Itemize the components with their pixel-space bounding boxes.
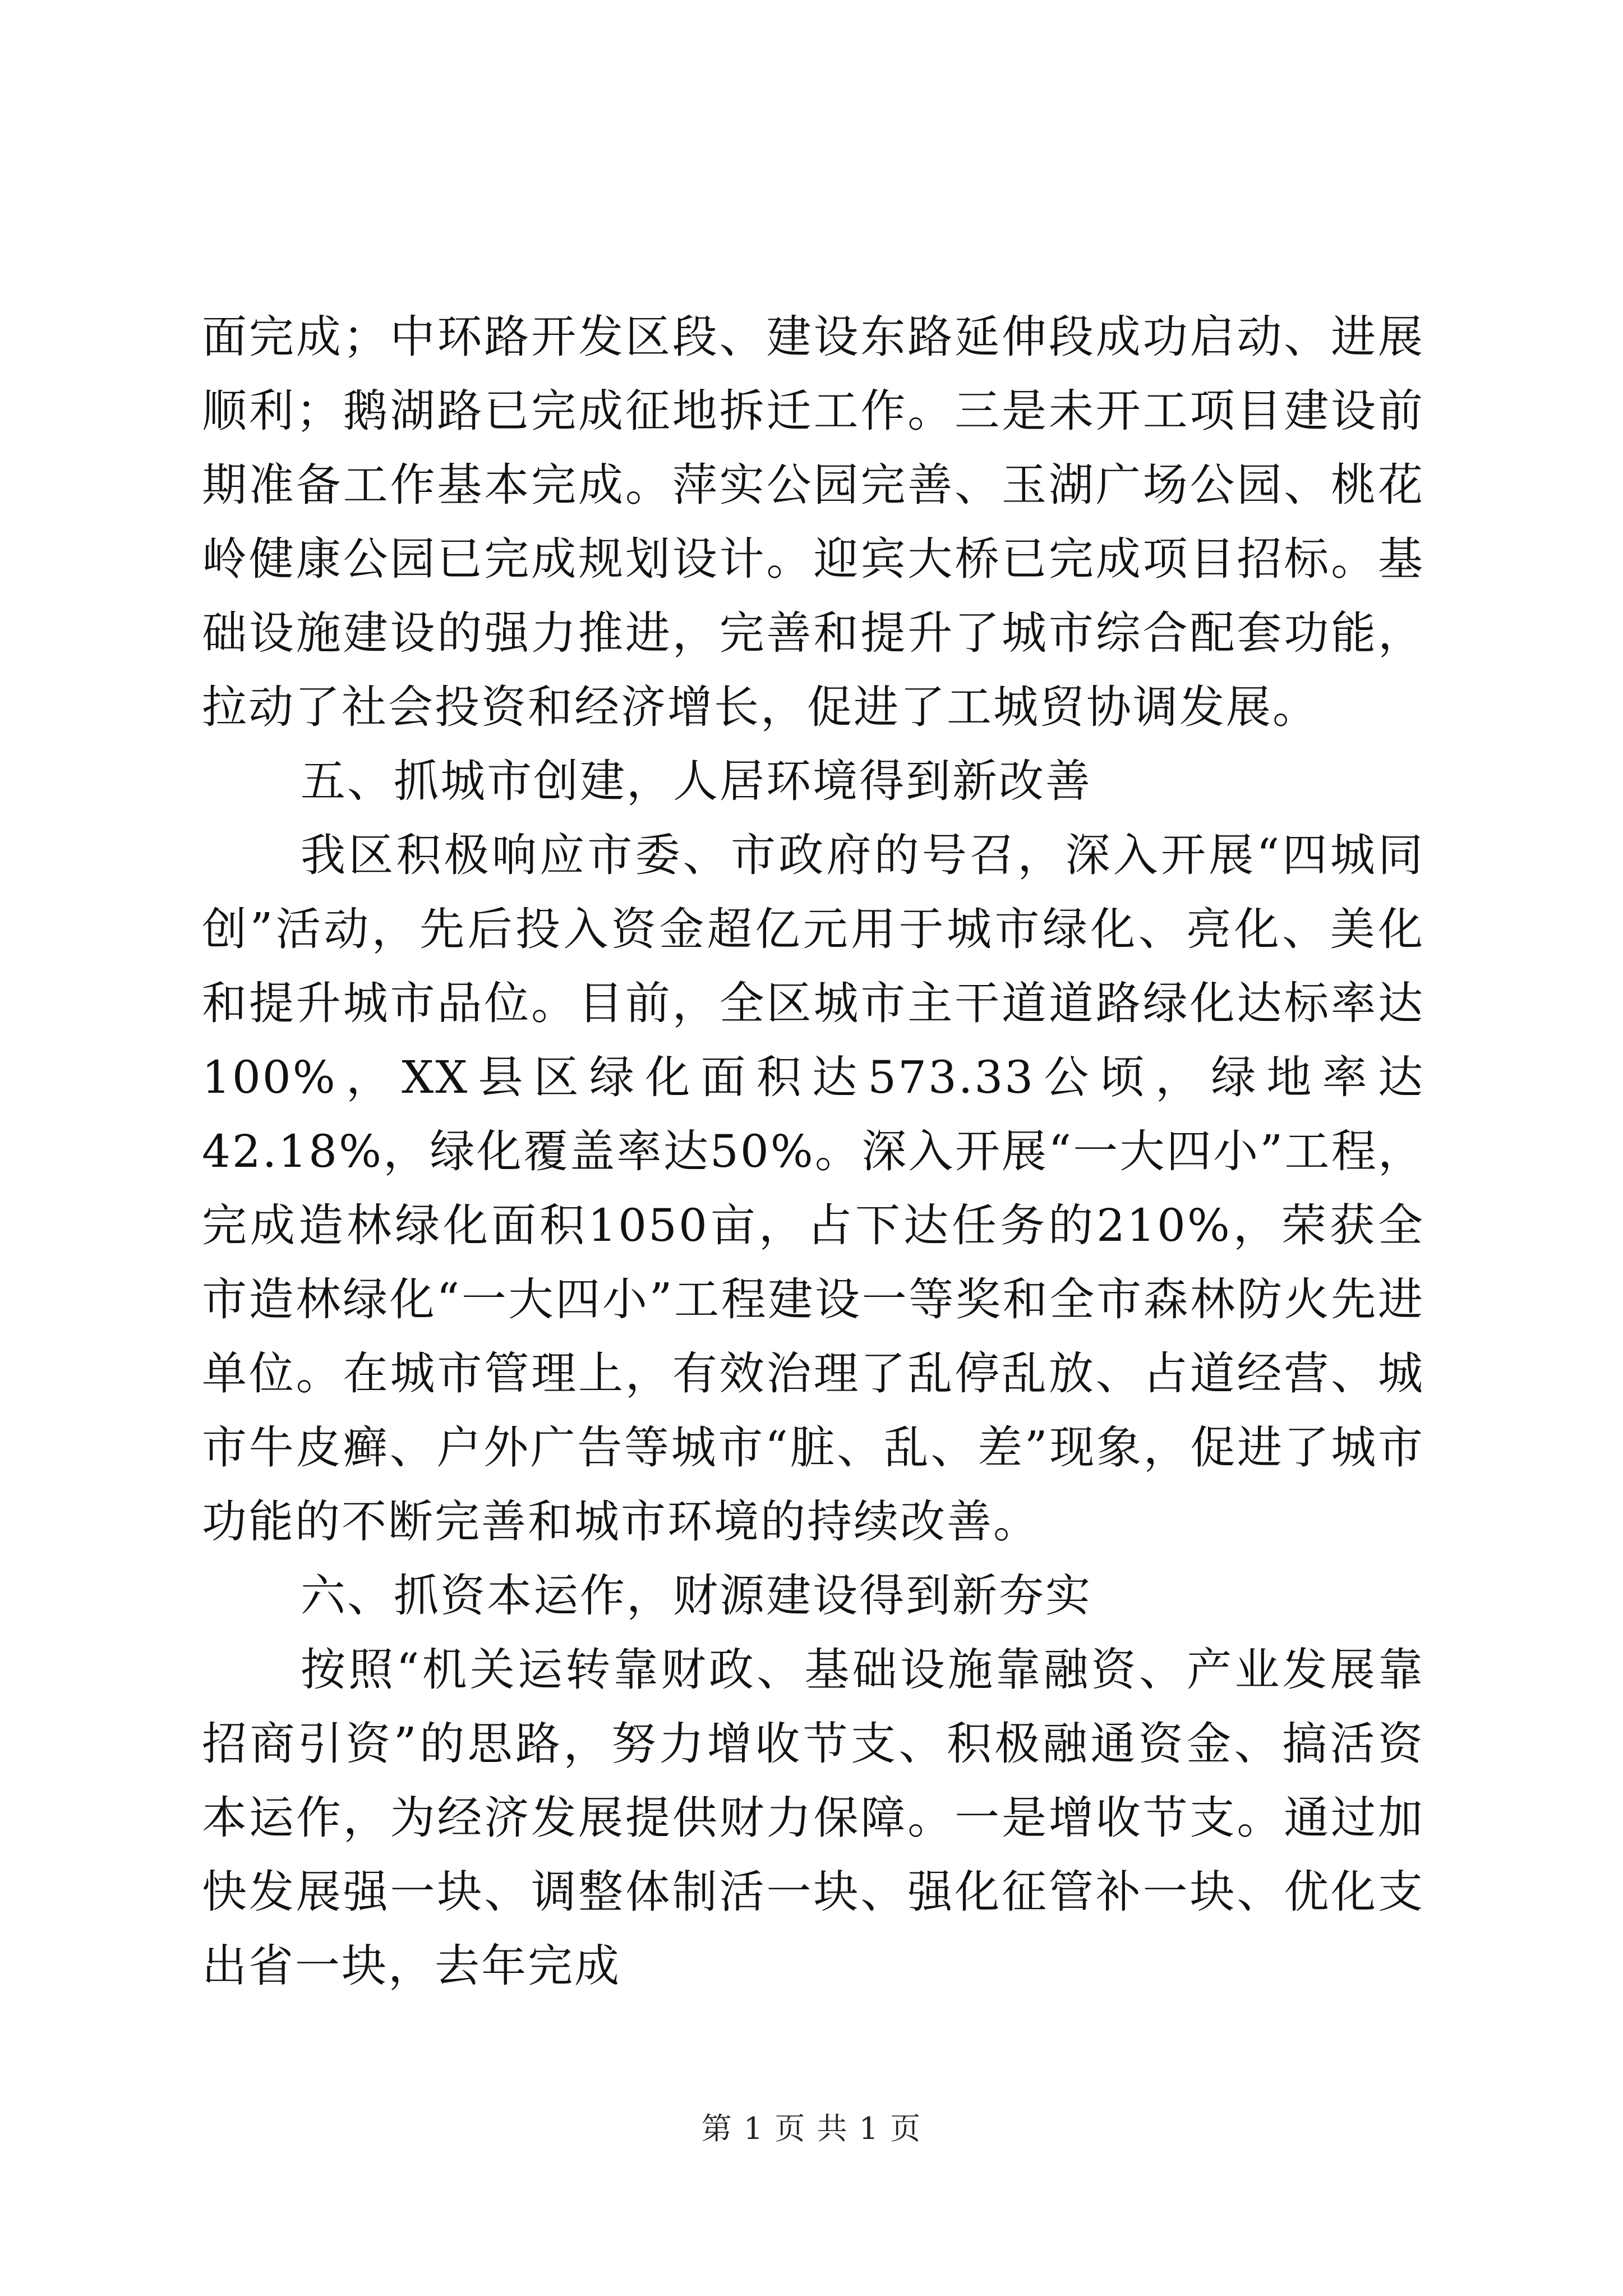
document-body [202, 300, 1424, 2003]
paragraph-city-creation: 我区积极响应市委、市政府的号召，深入开展“四城同创”活动，先后投入资金超亿元用于城市绿化、亮化、美化和提升城市品位。目前，全区城市主干道道路绿化达标率达100%，XX县区绿化面积达573.33公顷，绿地率达42.18%，绿化覆盖率达50%。深入开展“一大四小”工程，完成造林绿化面积1050亩，占下达任务的210%，荣获全市造林绿化“一大四小”工程建设一等奖和全市森林防火先进单位。在城市管理上，有效治理了乱停乱放、占道经营、城市牛皮癣、户外广告等城市“脏、乱、差”现象，促进了城市功能的不断完善和城市环境的持续改善。 [202, 829, 1424, 1548]
paragraph-capital-operation: 按照“机关运转靠财政、基础设施靠融资、产业发展靠招商引资”的思路，努力增收节支、积极融通资金、搞活资本运作，为经济发展提供财力保障。一是增收节支。通过加快发展强一块、调整体制活一块、强化征管补一块、优化支出省一块，去年完成 [202, 1644, 1424, 1992]
paragraph-continuation: 面完成；中环路开发区段、建设东路延伸段成功启动、进展顺利；鹅湖路已完成征地拆迁工作。三是未开工项目建设前期准备工作基本完成。萍实公园完善、玉湖广场公园、桃花岭健康公园已完成规划设计。迎宾大桥已完成项目招标。基础设施建设的强力推进，完善和提升了城市综合配套功能，拉动了社会投资和经济增长，促进了工城贸协调发展。 [202, 311, 1424, 733]
page-footer: 第 1 页 共 1 页 [701, 2111, 922, 2146]
section-heading-5: 五、抓城市创建，人居环境得到新改善 [301, 755, 1092, 807]
section-heading-6: 六、抓资本运作，财源建设得到新夯实 [301, 1570, 1092, 1622]
